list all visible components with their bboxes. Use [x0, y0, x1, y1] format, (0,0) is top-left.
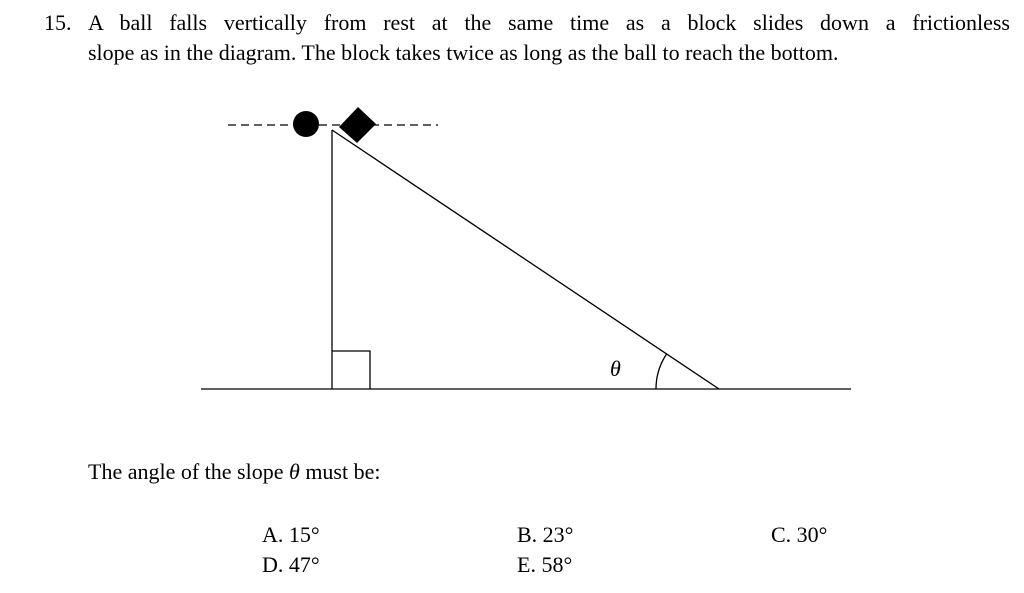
option-a[interactable]: A. 15°	[262, 522, 320, 547]
question-text-line-2: slope as in the diagram. The block takes twice as long as the ball to reach the bottom.	[88, 40, 839, 65]
prompt-text-before: The angle of the slope	[88, 459, 289, 484]
option-c[interactable]: C. 30°	[771, 522, 828, 547]
angle-arc	[656, 354, 667, 389]
option-b[interactable]: B. 23°	[517, 522, 574, 547]
ball	[293, 111, 319, 137]
block	[339, 107, 376, 143]
prompt-text-after: must be:	[299, 459, 381, 484]
slope-line	[332, 130, 719, 389]
option-d[interactable]: D. 47°	[262, 552, 320, 577]
question-text-line-1: A ball falls vertically from rest at the same time as a block slides down a frictionless	[88, 10, 1010, 35]
answer-prompt	[88, 458, 380, 486]
angle-label: θ	[610, 356, 621, 381]
right-angle-marker	[332, 351, 370, 389]
question-number: 15.	[44, 10, 72, 35]
option-e[interactable]: E. 58°	[517, 552, 573, 577]
prompt-theta-symbol: θ	[289, 459, 300, 484]
